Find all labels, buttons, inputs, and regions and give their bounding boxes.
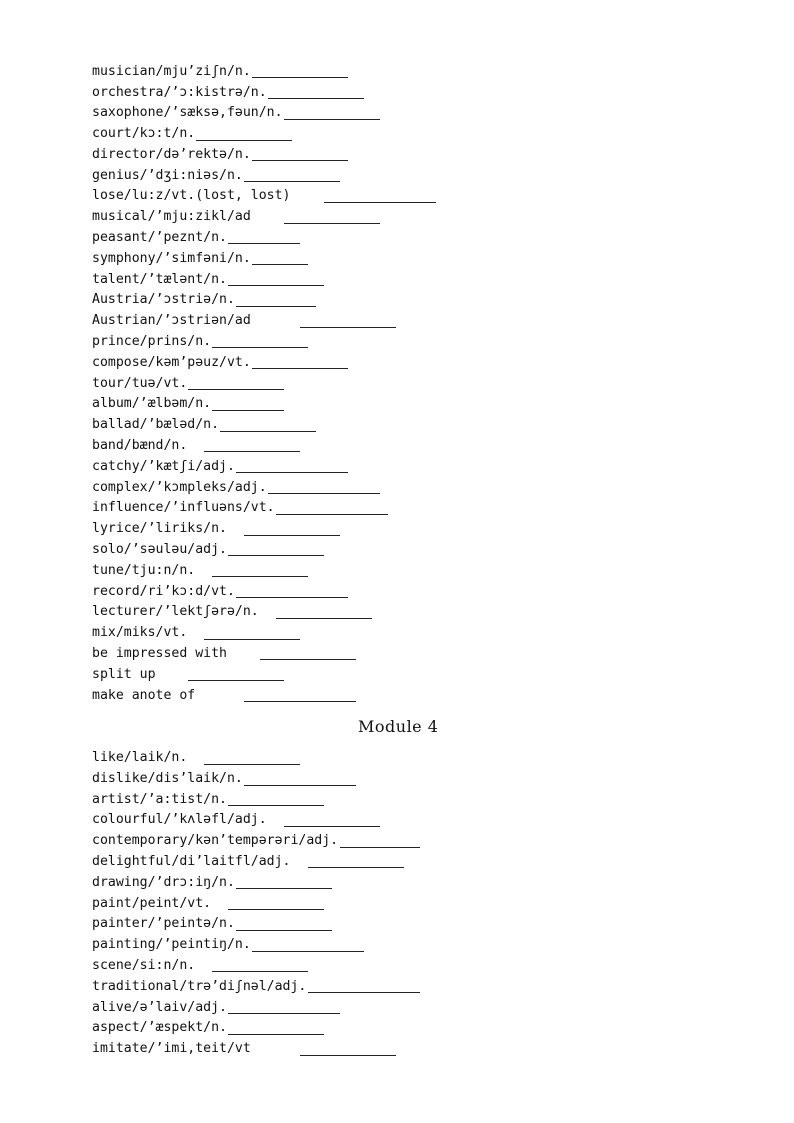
answer-blank[interactable] (228, 285, 324, 286)
answer-blank[interactable] (324, 202, 436, 203)
vocab-entry: painting/’peintiŋ/n. (92, 937, 251, 952)
vocab-entry: painter/’peintə/n. (92, 916, 235, 931)
vocab-entry: tour/tuə/vt. (92, 376, 188, 391)
vocab-entry: orchestra/’ɔ:kistrə/n. (92, 85, 267, 100)
vocab-entry: delightful/di’laitfl/adj. (92, 854, 291, 869)
answer-blank[interactable] (212, 347, 308, 348)
answer-blank[interactable] (300, 327, 396, 328)
vocab-entry: scene/si:n/n. (92, 958, 196, 973)
answer-blank[interactable] (308, 867, 404, 868)
answer-blank[interactable] (252, 160, 348, 161)
answer-blank[interactable] (228, 243, 300, 244)
answer-blank[interactable] (252, 951, 364, 952)
answer-blank[interactable] (228, 555, 324, 556)
answer-blank[interactable] (236, 930, 332, 931)
answer-blank[interactable] (188, 680, 284, 681)
answer-blank[interactable] (252, 264, 308, 265)
answer-blank[interactable] (244, 785, 356, 786)
answer-blank[interactable] (188, 389, 284, 390)
vocab-entry: record/ri’kɔ:d/vt. (92, 584, 235, 599)
answer-blank[interactable] (244, 535, 340, 536)
module-heading: Module 4 (358, 717, 439, 736)
vocab-entry: solo/’səuləu/adj. (92, 542, 227, 557)
answer-blank[interactable] (284, 119, 380, 120)
vocab-entry: peasant/’peznt/n. (92, 230, 227, 245)
vocab-entry: be impressed with (92, 646, 227, 661)
answer-blank[interactable] (204, 764, 300, 765)
vocab-entry: lyrice/’liriks/n. (92, 521, 227, 536)
answer-blank[interactable] (220, 431, 316, 432)
vocab-entry: split up (92, 667, 156, 682)
answer-blank[interactable] (236, 306, 316, 307)
vocab-entry: drawing/’drɔ:iŋ/n. (92, 875, 235, 890)
answer-blank[interactable] (308, 992, 420, 993)
answer-blank[interactable] (252, 77, 348, 78)
vocab-entry: Austrian/’ɔstriən/ad (92, 313, 251, 328)
answer-blank[interactable] (284, 826, 380, 827)
answer-blank[interactable] (252, 368, 348, 369)
vocab-entry: tune/tju:n/n. (92, 563, 196, 578)
vocab-entry: imitate/’imi,teit/vt (92, 1041, 251, 1056)
vocab-entry: talent/’tælənt/n. (92, 272, 227, 287)
answer-blank[interactable] (236, 472, 348, 473)
vocab-entry: band/bænd/n. (92, 438, 188, 453)
answer-blank[interactable] (300, 1055, 396, 1056)
answer-blank[interactable] (268, 493, 380, 494)
answer-blank[interactable] (284, 223, 380, 224)
vocab-entry: musical/’mju:zikl/ad (92, 209, 251, 224)
answer-blank[interactable] (228, 1034, 324, 1035)
vocab-entry: musician/mju’ziʃn/n. (92, 64, 251, 79)
answer-blank[interactable] (228, 1013, 340, 1014)
vocab-entry: catchy/’kætʃi/adj. (92, 459, 235, 474)
answer-blank[interactable] (204, 451, 300, 452)
answer-blank[interactable] (276, 514, 388, 515)
answer-blank[interactable] (204, 639, 300, 640)
vocab-entry: court/kɔ:t/n. (92, 126, 196, 141)
vocab-entry: like/laik/n. (92, 750, 188, 765)
vocab-entry: traditional/trə’diʃnəl/adj. (92, 979, 307, 994)
vocab-entry: lose/lu:z/vt.(lost, lost) (92, 188, 291, 203)
vocab-entry: artist/’a:tist/n. (92, 792, 227, 807)
answer-blank[interactable] (244, 181, 340, 182)
answer-blank[interactable] (212, 410, 284, 411)
vocab-entry: colourful/’kʌləfl/adj. (92, 812, 267, 827)
vocab-entry: make anote of (92, 688, 196, 703)
vocab-entry: prince/prins/n. (92, 334, 212, 349)
answer-blank[interactable] (340, 847, 420, 848)
vocab-entry: complex/’kɔmpleks/adj. (92, 480, 267, 495)
vocab-entry: mix/miks/vt. (92, 625, 188, 640)
vocab-entry: saxophone/’sæksə,fəun/n. (92, 105, 283, 120)
answer-blank[interactable] (268, 98, 364, 99)
answer-blank[interactable] (244, 701, 356, 702)
vocab-entry: contemporary/kən’tempərəri/adj. (92, 833, 339, 848)
answer-blank[interactable] (228, 909, 324, 910)
vocab-entry: director/də’rektə/n. (92, 147, 251, 162)
vocab-entry: Austria/’ɔstriə/n. (92, 292, 235, 307)
vocab-entry: symphony/’simfəni/n. (92, 251, 251, 266)
vocab-entry: aspect/’æspekt/n. (92, 1020, 227, 1035)
answer-blank[interactable] (236, 597, 348, 598)
answer-blank[interactable] (260, 659, 356, 660)
answer-blank[interactable] (236, 888, 332, 889)
answer-blank[interactable] (212, 576, 308, 577)
vocab-entry: paint/peint/vt. (92, 896, 212, 911)
answer-blank[interactable] (228, 805, 324, 806)
vocab-entry: dislike/dis’laik/n. (92, 771, 243, 786)
vocab-entry: influence/’influəns/vt. (92, 500, 275, 515)
answer-blank[interactable] (212, 971, 308, 972)
answer-blank[interactable] (196, 140, 292, 141)
answer-blank[interactable] (276, 618, 372, 619)
vocab-entry: alive/ə’laiv/adj. (92, 1000, 227, 1015)
vocab-entry: lecturer/’lektʃərə/n. (92, 604, 259, 619)
vocab-entry: ballad/’bæləd/n. (92, 417, 220, 432)
vocab-entry: album/’ælbəm/n. (92, 396, 212, 411)
vocab-entry: compose/kəm’pəuz/vt. (92, 355, 251, 370)
vocab-entry: genius/’dʒi:niəs/n. (92, 168, 243, 183)
